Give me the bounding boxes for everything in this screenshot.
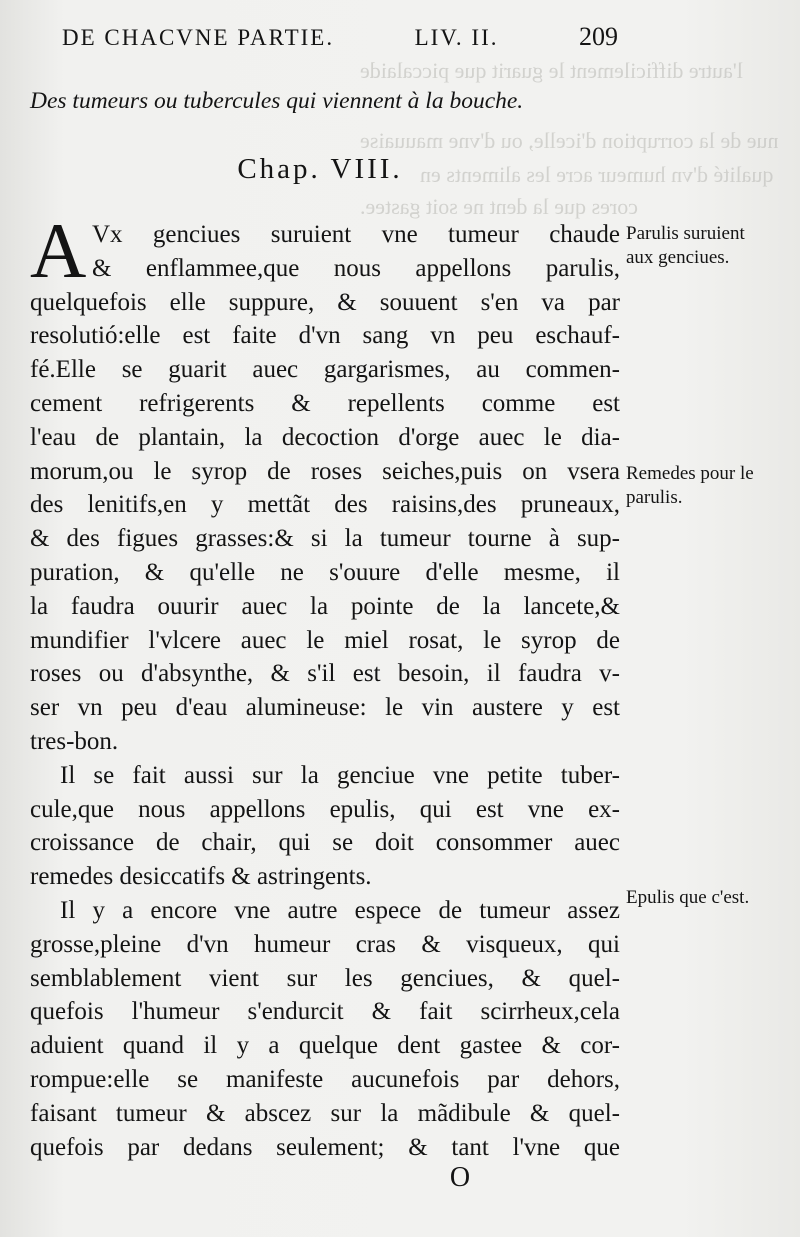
chapter-heading: Chap. VIII. xyxy=(237,153,403,185)
text-line: morum,ou le syrop de roses seiches,puis on vsera xyxy=(30,457,620,485)
running-head xyxy=(62,22,618,52)
running-head-book: LIV. II. xyxy=(414,25,499,50)
text-line: des lenitifs,en y mettãt des raisins,des pruneaux, xyxy=(30,491,620,519)
drop-capital: A xyxy=(30,207,87,294)
text-line: Il y a encore vne autre espece de tumeur assez xyxy=(60,896,620,924)
text-line: & enflammee,que nous appellons parulis, xyxy=(92,254,620,282)
text-line: la faudra ouurir auec la pointe de la lancete,& xyxy=(30,592,620,620)
text-line: resolutió:elle est faite d'vn sang vn peu eschauf- xyxy=(30,322,620,350)
text-line: rompue:elle se manifeste aucunefois par dehors, xyxy=(30,1065,620,1093)
show-through-text: cores que la dent ne soit gastee. xyxy=(360,194,638,219)
text-line: croissance de chair, qui se doit consommer auec xyxy=(30,829,620,857)
signature-mark: O xyxy=(449,1162,471,1193)
text-line: Vx genciues suruient vne tumeur chaude xyxy=(92,221,620,248)
text-line: ser vn peu d'eau alumineuse: le vin austere y est xyxy=(30,694,620,722)
text-line: l'eau de plantain, la decoction d'orge auec le dia- xyxy=(30,423,620,451)
text-line: quelquefois elle suppure, & souuent s'en va par xyxy=(30,288,620,316)
running-head-title: DE CHACVNE PARTIE. xyxy=(62,25,335,50)
text-line: tres-bon. xyxy=(30,727,119,755)
text-line: cule,que nous appellons epulis, qui est vne ex- xyxy=(30,795,620,823)
text-line: & des figues grasses:& si la tumeur tourne à sup- xyxy=(30,525,620,553)
show-through-text: nue de la corruption d'icelle, ou d'vne mauuaise xyxy=(360,128,779,153)
text-line: faisant tumeur & abscez sur la mãdibule & quel- xyxy=(30,1099,620,1127)
text-line: quefois par dedans seulement; & tant l'vne que xyxy=(30,1133,620,1161)
text-line: grosse,pleine d'vn humeur cras & visqueux, qui xyxy=(30,930,620,958)
text-line: puration, & qu'elle ne s'ouure d'elle mesme, il xyxy=(30,558,620,586)
show-through-text: l'autre difficilement le guarit que piccalaide xyxy=(360,58,743,83)
text-line: Il se fait aussi sur la genciue vne petite tuber- xyxy=(60,761,620,789)
text-line: cement refrigerents & repellents comme est xyxy=(30,389,620,417)
text-line: mundifier l'vlcere auec le miel rosat, le syrop de xyxy=(30,626,620,654)
folio-number: 209 xyxy=(578,22,618,51)
margin-note-epulis: Epulis que c'est. xyxy=(626,887,750,908)
text-line: fé.Elle se guarit auec gargarismes, au commen- xyxy=(30,356,620,384)
margin-note-parulis: Parulis suruient aux genciues. xyxy=(626,223,745,268)
text-line: roses ou d'absynthe, & s'il est besoin, il faudra v- xyxy=(30,660,620,688)
section-subtitle: Des tumeurs ou tubercules qui viennent à la bouche. xyxy=(30,88,524,114)
text-line: remedes desiccatifs & astringents. xyxy=(30,863,372,891)
margin-note-remedes: Remedes pour le parulis. xyxy=(626,463,754,508)
body-text xyxy=(30,207,620,1164)
text-line: aduient quand il y a quelque dent gastee & cor- xyxy=(30,1032,620,1060)
text-line: quefois l'humeur s'endurcit & fait scirrheux,cela xyxy=(30,998,620,1026)
show-through-text: qualité d'vn humeur acre les aliments en xyxy=(420,162,774,187)
text-line: semblablement vient sur les genciues, & quel- xyxy=(30,964,620,992)
